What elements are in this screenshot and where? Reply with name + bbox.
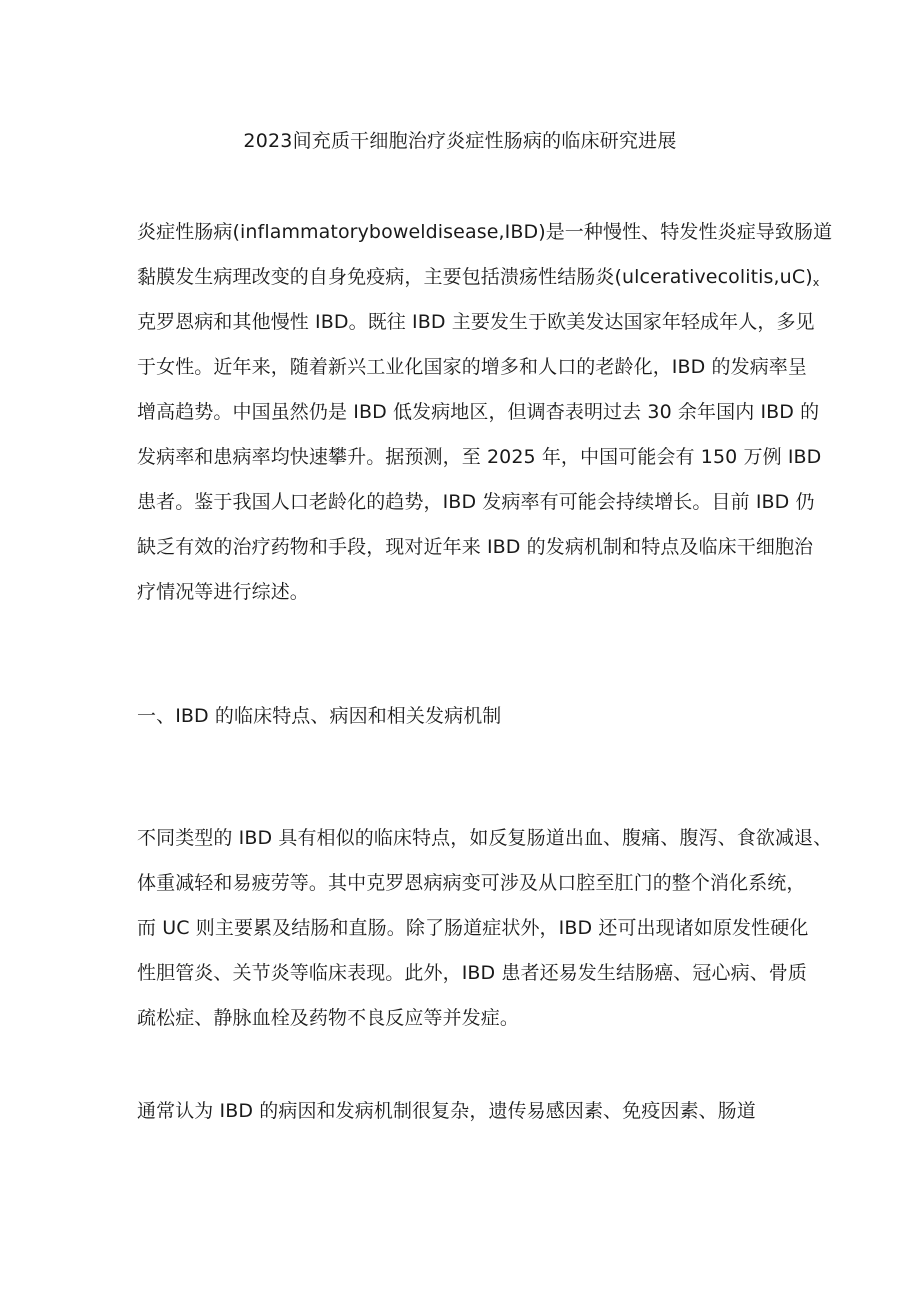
paragraph-intro: [137, 210, 833, 615]
paragraph-line: 性胆管炎、关节炎等临床表现。此外，IBD 患者还易发生结肠癌、冠心病、骨质: [137, 962, 808, 984]
paragraph-line: 患者。鉴于我国人口老龄化的趋势，IBD 发病率有可能会持续增长。目前 IBD 仍: [137, 491, 815, 513]
section-heading: [137, 694, 797, 739]
paragraph-line: 缺乏有效的治疗药物和手段，现对近年来 IBD 的发病机制和特点及临床干细胞治: [137, 536, 814, 558]
paragraph-line: 增高趋势。中国虽然仍是 IBD 低发病地区，但调杳表明过去 30 余年国内 IBD 的: [137, 401, 820, 423]
document-title: 2023间充质干细胞治疗炎症性肠病的临床研究进展: [243, 130, 677, 152]
paragraph-line: 体重减轻和易疲劳等。其中克罗恩病病变可涉及从口腔至肛门的整个消化系统，: [137, 872, 806, 894]
paragraph-line: 炎症性肠病(inflammatoryboweldisease,IBD)是一种慢性、特发性炎症导致肠道: [137, 221, 833, 243]
paragraph-line-text: 黏膜发生病理改变的自身免疫病，主要包括溃疡性结肠炎(ulcerativecolitis,uC): [137, 266, 813, 288]
paragraph-line: [137, 255, 820, 300]
section-heading-text: 一、IBD 的临床特点、病因和相关发病机制: [137, 705, 502, 727]
paragraph-line: 不同类型的 IBD 具有相似的临床特点，如反复肠道出血、腹痛、腹泻、食欲减退、: [137, 827, 833, 849]
paragraph-line: 疏松症、静脉血栓及药物不良反应等并发症。: [137, 1007, 520, 1029]
paragraph-line: 于女性。近年来，随着新兴工业化国家的增多和人口的老龄化，IBD 的发病率呈: [137, 356, 808, 378]
paragraph-line: 发病率和患病率均快速攀升。据预测，至 2025 年，中国可能会有 150 万例 IBD: [137, 446, 822, 468]
paragraph-line: 克罗恩病和其他慢性 IBD。既往 IBD 主要发生于欧美发达国家年轻成年人，多见: [137, 311, 815, 333]
subscript-mark: x: [812, 276, 820, 289]
paragraph-clinical-features: [137, 816, 833, 1041]
paragraph-line: 而 UC 则主要累及结肠和直肠。除了肠道症状外，IBD 还可出现诸如原发性硬化: [137, 917, 809, 939]
paragraph-etiology: [137, 1089, 797, 1134]
paragraph-line: 疗情况等进行综述。: [137, 581, 309, 603]
paragraph-line: 通常认为 IBD 的病因和发病机制很复杂，遗传易感因素、免疫因素、肠道: [137, 1100, 756, 1122]
